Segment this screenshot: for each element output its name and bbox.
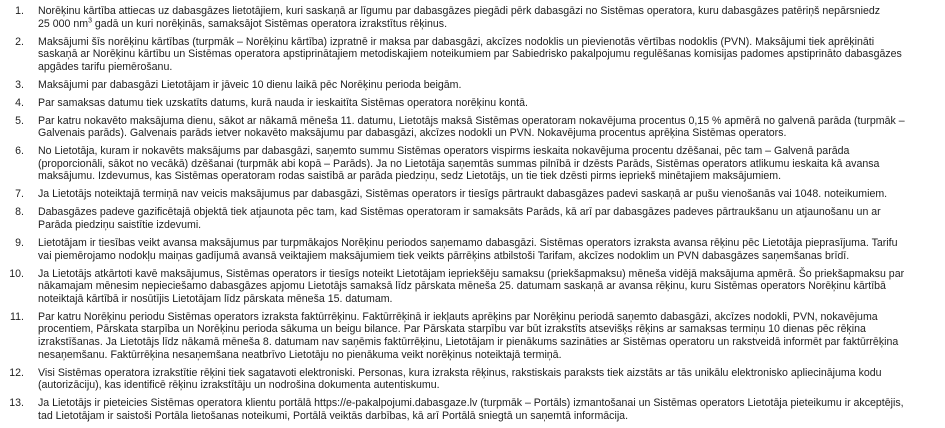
list-item [0,311,941,361]
item-number: 4. [15,96,24,109]
item-number: 9. [15,237,24,250]
text-line: 25 000 $nm^3$ gadā un kuri norēķinās, samaksājot Sistēmas operatora izrakstītus rēķinus. [38,17,448,30]
list-item [0,97,941,110]
item-text [38,367,941,392]
item-text [38,115,941,140]
item-text [38,237,941,262]
text-line: nesaņemšanu. Faktūrrēķina nesaņemšana neatbrīvo Lietotāju no pienākuma veikt norēķinus noteiktajā termiņā. [38,348,562,361]
text-line: (autorizāciju), kas identificē rēķinu izrakstītāju un nodrošina dokumenta autentiskumu. [38,379,440,392]
item-text [38,36,941,74]
list-item [0,145,941,183]
text-line: Par katru Norēķinu periodu Sistēmas operators izraksta faktūrrēķinu. Faktūrrēķinā ir iekļauts aprēķins par Norēķinu periodā saņemto dabasgāzi, akcīzes nodokli, PVN, nokavējuma [38,310,878,323]
item-number: 10. [9,267,24,280]
item-number: 11. [10,310,24,323]
text-line: Ja Lietotājs ir pieteicies Sistēmas operatora klientu portālā https://e-pakalpojumi.dabasgaze.lv (turpmāk – Portāls) izmantošanai un Sistēmas operators Lietotāja pieteikumu ir akceptējis, [38,397,904,410]
item-text [38,5,941,30]
text-line: Par samaksas datumu tiek uzskatīts datums, kurā nauda ir ieskaitīta Sistēmas operatora norēķinu kontā. [38,96,528,109]
list-item [0,237,941,262]
item-text [38,188,941,201]
list-item [0,36,941,74]
item-text [38,79,941,92]
item-number: 12. [9,366,24,379]
text-line: noteiktajā kārtībā ir nosūtījis Lietotājam līdz pārskata mēneša 15. datumam. [38,292,393,305]
text-line: (proporcionāli, sākot no vecākā) dzēšanai (turpmāk abi kopā – Parāds). Ja no Lietotāja saņemtās summas pilnībā ir dzēsts Parāds, Sistēmas operators atlikumu ieskaita kā avansa [38,157,880,170]
list-item [0,397,941,422]
text-line: vai piemērojamo nodokļu maiņas gadījumā avansā veiktajiem maksājumiem tiek veikts pārrēķins atbilstoši Tarifam, akcīzes nodoklim un PVN dabasgāzes saņemšanas brīdī. [38,249,850,262]
text-line: Ja Lietotājs atkārtoti kavē maksājumus, Sistēmas operators ir tiesīgs noteikt Lietotājam iepriekšēju samaksu (priekšapmaksu) mēneša vidējā maksājuma apmērā. Šo priekšapmaksu par [38,267,905,280]
text-line: Ja Lietotājs noteiktajā termiņā nav veicis maksājumus par dabasgāzi, Sistēmas operators ir tiesīgs pārtraukt dabasgāzes padevi saskaņā ar pušu vienošanās vai 1048. noteikumiem. [38,188,888,201]
text-line: Parāda piedziņu saistītie izdevumi. [38,219,202,232]
text-line: Dabasgāzes padeve gazificētajā objektā tiek atjaunota pēc tam, kad Sistēmas operatoram ir samaksāts Parāds, kā arī par dabasgāzes padeves pārtraukšanu un atjaunošanu un ar [38,206,881,219]
list-item [0,206,941,231]
text-line: procentiem, Pārskata starpība un Norēķinu perioda sākuma un beigu bilance. Par Pārskata starpību var būt izrakstīts atsevišķs rēķins ar samaksas termiņu 10 dienas pēc rēķina [38,323,866,336]
item-text [38,206,941,231]
list-item [0,79,941,92]
text-line: Norēķinu kārtība attiecas uz dabasgāzes lietotājiem, kuri saskaņā ar līgumu par dabasgāzes piegādi pērk dabasgāzi no Sistēmas operatora, kuru dabasgāzes patēriņš nepārsniedz [38,5,881,17]
text-line: izrakstīšanas. Ja Lietotājs līdz nākamā mēneša 8. datumam nav saņēmis faktūrrēķinu, Lietotājam ir pienākums sazināties ar Sistēmas operatoru un rakstveidā informēt par faktūrrēķina [38,335,899,348]
item-number: 1. [15,5,24,17]
item-number: 8. [15,206,24,219]
list-item [0,268,941,306]
list-item [0,367,941,392]
item-text [38,397,941,422]
text-line: Galvenais parāds). Galvenais parāds ietver nokavēto maksājumu par dabasgāzi, akcīzes nodokli un PVN. Nokavējuma procentus aprēķina Sistēmas operators. [38,127,787,140]
item-number: 7. [15,188,24,201]
item-number: 2. [15,35,24,48]
text-line: Maksājumi par dabasgāzi Lietotājam ir jāveic 10 dienu laikā pēc Norēķinu perioda beigām. [38,78,462,91]
text-line: saskaņā ar Norēķinu kārtību un Sistēmas operatora apstiprinātajiem metodiskajiem noteikumiem par Sabiedrisko pakalpojumu regulēšanas komisijas padomes apstiprināto dabasgāzes [38,48,902,61]
item-number: 3. [15,78,24,91]
list-item [0,188,941,201]
text-line: Visi Sistēmas operatora izrakstītie rēķini tiek sagatavoti elektroniski. Personas, kura izraksta rēķinus, rakstiskais paraksts tiek aizstāts ar tās unikālu elektronisko apliecinājuma kodu [38,366,882,379]
text-line: Par katru nokavēto maksājuma dienu, sākot ar nākamā mēneša 11. datumu, Lietotājs maksā Sistēmas operatoram nokavējuma procentus 0,15 % apmērā no galvenā parāda (turpmāk – [38,114,905,127]
text-line: apgādes tarifu piemērošanu. [38,60,173,73]
text-line: Maksājumi šīs norēķinu kārtības (turpmāk – Norēķinu kārtība) izpratnē ir maksa par dabasgāzi, akcīzes nodoklis un pievienotās vērtības nodoklis (PVN). Maksājumi tiek aprēķināti [38,35,875,48]
item-text [38,145,941,183]
terms-document [0,5,941,428]
item-number: 6. [15,145,24,158]
text-line: nākamajam mēnesim nepieciešamo dabasgāzes apjomu Lietotājs samaksā līdz pārskata mēneša 25. datumam saskaņā ar avansa rēķinu, kuru Sistēmas operators Norēķinu kārtībā [38,280,886,293]
item-text [38,311,941,361]
list-item [0,5,941,30]
item-number: 5. [15,114,24,127]
item-text [38,268,941,306]
text-line: tad Lietotājam ir saistoši Portāla lietošanas noteikumi, Portālā veiktās darbības, kā arī Portālā sniegtā un saņemtā informācija. [38,409,629,422]
text-line: Lietotājam ir tiesības veikt avansa maksājumus par turpmākajos Norēķinu periodos saņemamo dabasgāzi. Sistēmas operators izraksta avansa rēķinu pēc Lietotāja pieprasījuma. Tarifu [38,237,898,250]
list-item [0,115,941,140]
text-line: No Lietotāja, kuram ir nokavēts maksājums par dabasgāzi, saņemto summu Sistēmas operators vispirms ieskaita nokavējuma procentu dzēšanai, pēc tam – Galvenā parāda [38,145,850,158]
text-line: maksājumu. Izdevumus, kas Sistēmas operatoram rodas saistībā ar parāda piedziņu, sedz Lietotājs, un tie tiek dzēsti pirms iepriekš minētajiem maksājumiem. [38,170,782,183]
item-text [38,97,941,110]
item-number: 13. [9,397,24,410]
